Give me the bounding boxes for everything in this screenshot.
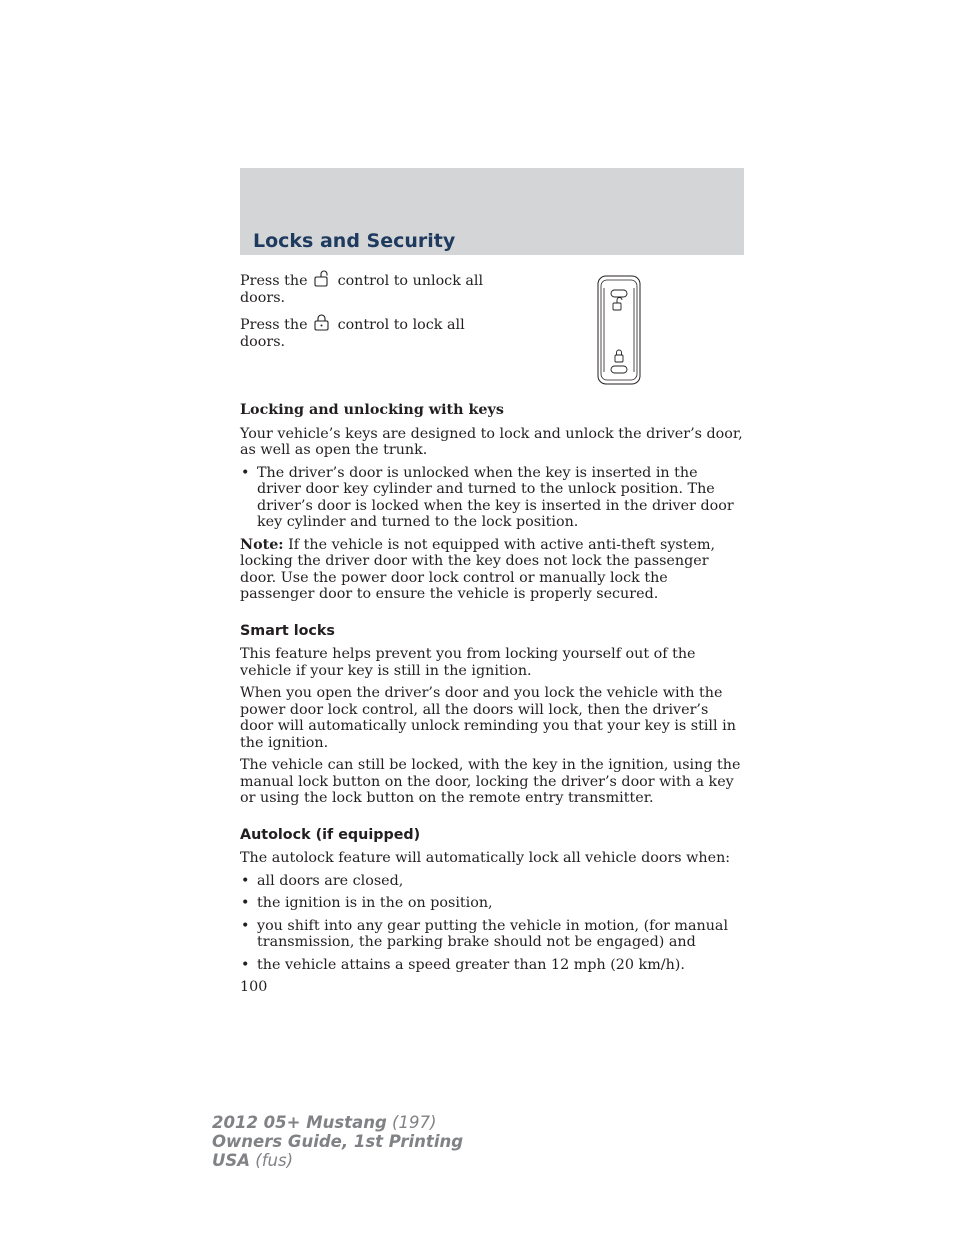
keys-bullet-list: [240, 465, 744, 531]
list-item: • the ignition is in the on position,: [240, 895, 744, 912]
keys-heading: Locking and unlocking with keys: [240, 402, 504, 418]
page-number: 100: [240, 979, 268, 995]
section-header-band: [240, 168, 744, 255]
unlock-icon: [312, 270, 332, 287]
keys-paragraph: Your vehicle’s keys are designed to lock and unlock the driver’s door, as well as open the trunk.: [240, 425, 743, 458]
note-label: Note:: [240, 536, 284, 553]
document-footer: [212, 1113, 463, 1170]
footer-line-edition: Owners Guide, 1st Printing: [212, 1132, 464, 1151]
list-item: • you shift into any gear putting the vehicle in motion, (for manual transmission, the parking brake should not be engaged) and: [240, 918, 744, 951]
lock-icon: [312, 314, 332, 331]
autolock-paragraph: The autolock feature will automatically lock all vehicle doors when:: [240, 850, 731, 866]
smart-locks-heading: Smart locks: [240, 622, 335, 639]
intro-block: [240, 270, 744, 390]
note-paragraph: Note: If the vehicle is not equipped with active anti-theft system, locking the driver door with the key does not lock the passenger door. Use the power door lock control or manually lock the passenger door to ensure the vehicle is properly secured.: [240, 536, 716, 602]
lock-instruction: Press the control to lock all doors.: [240, 314, 500, 350]
autolock-heading: Autolock (if equipped): [240, 826, 421, 843]
list-item: • all doors are closed,: [240, 873, 744, 890]
footer-line-model: 2012 05+ Mustang (197): [212, 1113, 437, 1132]
intro-text: [240, 270, 500, 350]
list-item: • the vehicle attains a speed greater than 12 mph (20 km/h).: [240, 957, 744, 974]
page-content: [240, 270, 744, 996]
door-lock-switch-illustration: [594, 274, 644, 386]
section-title: Locks and Security: [253, 230, 456, 252]
switch-lock-icon: [615, 350, 623, 362]
smart-locks-paragraph: This feature helps prevent you from locking yourself out of the vehicle if your key is still in the ignition.: [240, 646, 696, 679]
smart-locks-paragraph: When you open the driver’s door and you lock the vehicle with the power door lock control, all the doors will lock, then the driver’s door will automatically unlock reminding you that your key is still in the ignition.: [240, 685, 736, 751]
footer-line-market: USA (fus): [212, 1151, 294, 1170]
autolock-bullet-list: [240, 873, 744, 974]
list-item: • The driver’s door is unlocked when the key is inserted in the driver door key cylinder and turned to the unlock position. The driver’s door is locked when the key is inserted in the driver door key cylinder and turned to the lock position.: [240, 465, 744, 531]
smart-locks-paragraph: The vehicle can still be locked, with the key in the ignition, using the manual lock button on the door, locking the driver’s door with a key or using the lock button on the remote entry transmitter.: [240, 757, 741, 806]
switch-unlock-icon: [613, 298, 622, 311]
unlock-instruction: Press the control to unlock all doors.: [240, 270, 500, 306]
